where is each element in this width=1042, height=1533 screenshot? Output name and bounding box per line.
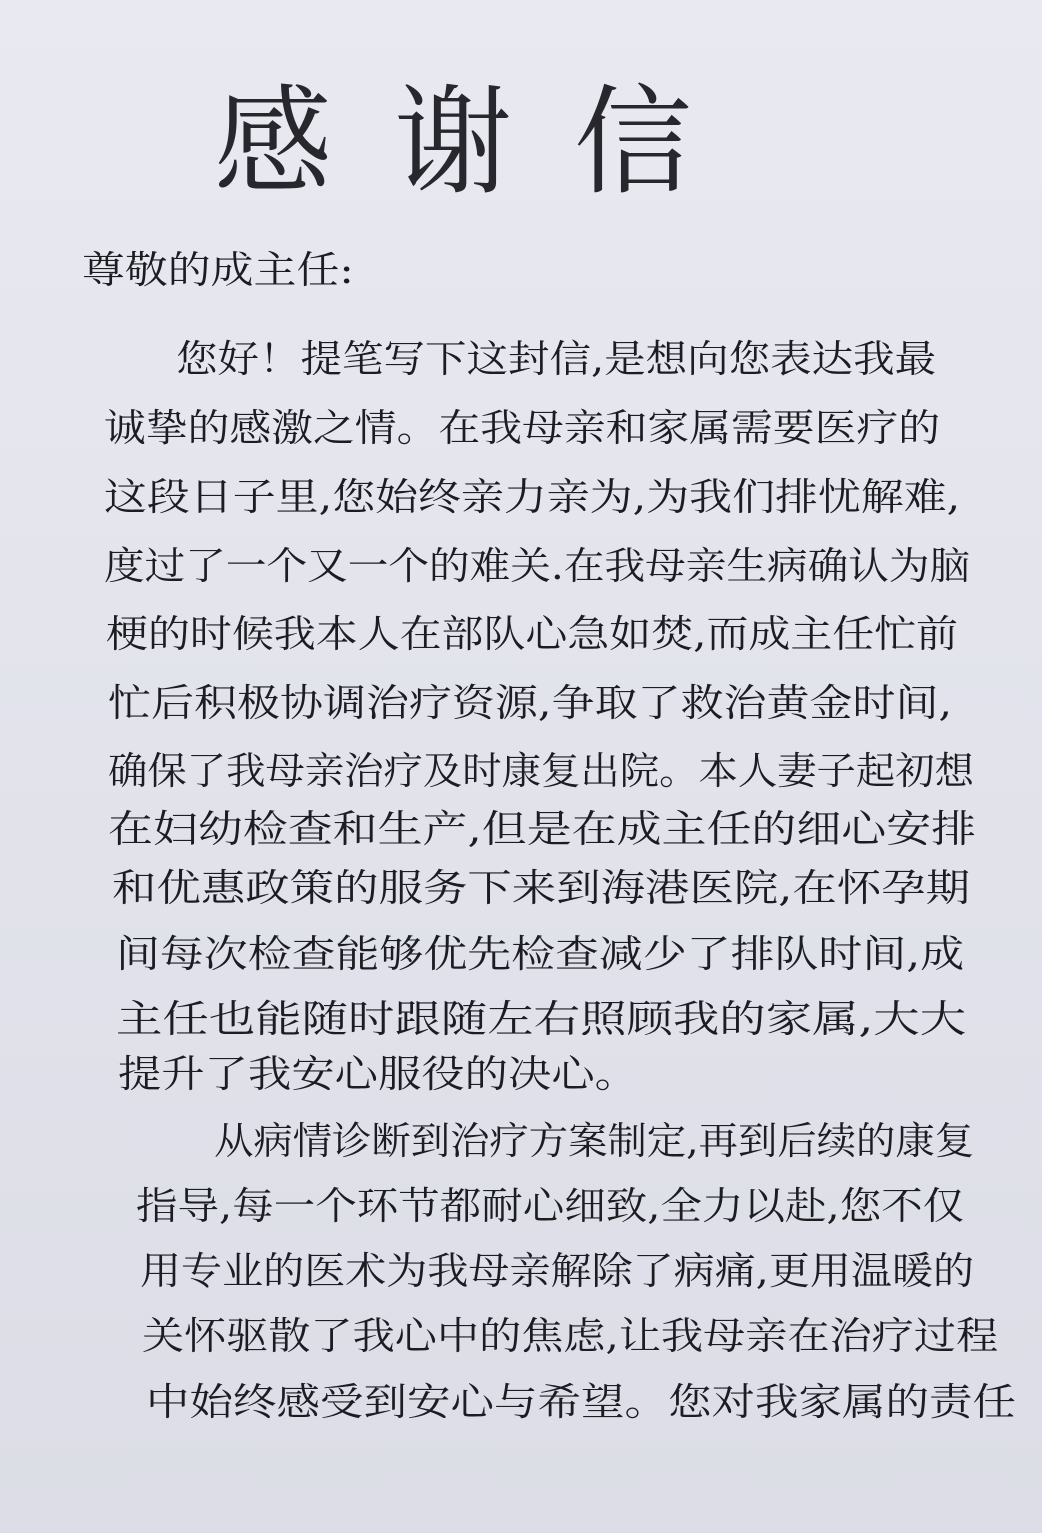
letter-line-8: 在妇幼检查和生产,但是在成主任的细心安排	[108, 807, 977, 851]
letter-title: 感谢信	[214, 73, 755, 211]
letter-line-3: 这段日子里,您始终亲力亲为,为我们排忧解难,	[104, 475, 961, 519]
letter-line-4: 度过了一个又一个的难关.在我母亲生病确认为脑	[104, 544, 971, 588]
letter-line-6: 忙后积极协调治疗资源,争取了救治黄金时间,	[108, 681, 953, 725]
letter-line-1: 您好！提笔写下这封信,是想向您表达我最	[176, 337, 937, 381]
letter-line-5: 梗的时候我本人在部队心急如焚,而成主任忙前	[106, 612, 959, 656]
letter-line-15: 用专业的医术为我母亲解除了病痛,更用温暖的	[140, 1249, 975, 1293]
letter-line-16: 关怀驱散了我心中的焦虑,让我母亲在治疗过程	[142, 1314, 999, 1358]
salutation: 尊敬的成主任:	[82, 248, 354, 292]
letter-line-12: 提升了我安心服役的决心。	[118, 1052, 639, 1096]
letter-line-9: 和优惠政策的服务下来到海港医院,在怀孕期	[112, 866, 971, 910]
letter-line-7: 确保了我母亲治疗及时康复出院。本人妻子起初想	[108, 749, 975, 793]
letter-line-10: 间每次检查能够优先检查减少了排队时间,成	[116, 932, 965, 976]
letter-line-11: 主任也能随时跟随左右照顾我的家属,大大	[116, 997, 967, 1041]
letter-line-17: 中始终感受到安心与希望。您对我家属的责任	[146, 1380, 1017, 1424]
letter-line-2: 诚挚的感激之情。在我母亲和家属需要医疗的	[104, 406, 941, 450]
letter-line-14: 指导,每一个环节都耐心细致,全力以赴,您不仅	[136, 1184, 965, 1228]
letter-line-13: 从病情诊断到治疗方案制定,再到后续的康复	[214, 1119, 975, 1163]
